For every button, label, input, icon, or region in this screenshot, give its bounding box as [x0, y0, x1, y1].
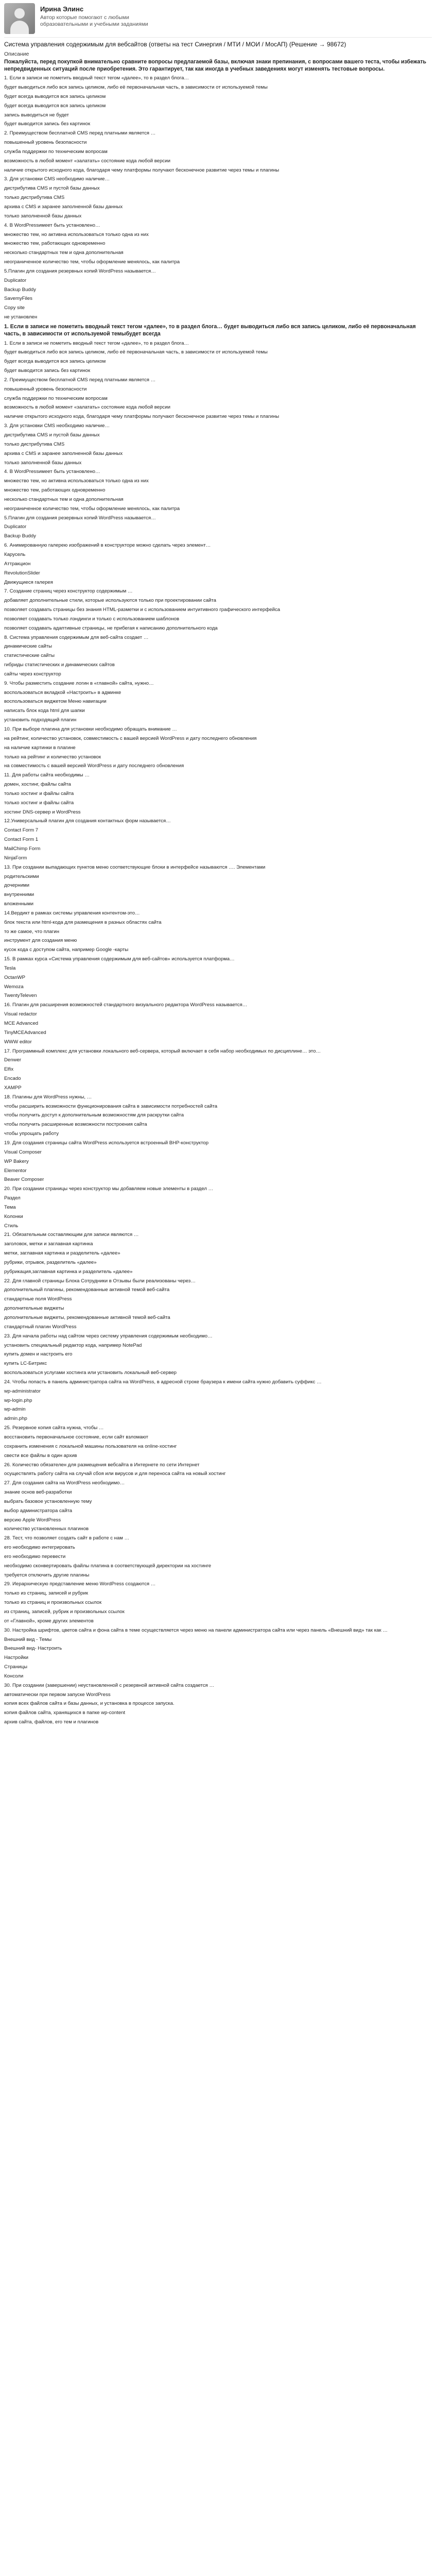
text-line: будет всегда выводится вся запись целиком	[4, 359, 106, 365]
text-line: будет всегда выводится вся запись целиком	[4, 93, 106, 99]
text-line: только из страниц и произвольных ссылок	[4, 1600, 102, 1606]
text-line: будет выводиться либо вся запись целиком, либо её первоначальная часть, в зависимости от используемой темы	[4, 84, 268, 91]
text-line: Стиль	[4, 1223, 19, 1229]
text-line: осуществлять работу сайта на случай сбоя или вирусов и для переноса сайта на новый хостинг	[4, 1471, 226, 1477]
text-line: 4. В WordPressимеет быть установлено…	[4, 222, 100, 228]
text-line: чтобы получить расширенные возможности построения сайта	[4, 1122, 147, 1128]
text-line: 26. Количество обязателен для размещения вебсайта в Интернете по сети Интернет	[4, 1462, 200, 1468]
text-line: воспользоваться услугами хостинга или установить локальный веб-сервер	[4, 1370, 177, 1376]
text-line: рубрики, отрывок, разделитель «далее»	[4, 1259, 97, 1265]
author-header	[4, 3, 432, 38]
text-line: количество установленных плагинов	[4, 1526, 89, 1532]
text-line: Внешний вид - Темы	[4, 1636, 52, 1642]
text-line: рубрикация,заглавная картинка и разделитель «далее»	[4, 1268, 133, 1275]
text-line: возможность в любой момент «залатать» состояние кода любой версии	[4, 158, 170, 164]
text-line: 6. Анимированную галерею изображений в конструкторе можно сделать через элемент…	[4, 543, 211, 549]
text-line: MailChimp Form	[4, 845, 41, 852]
text-line: 28. Тест, что позволяет создать сайт в работе с нам …	[4, 1535, 130, 1541]
text-line: инструмент для создания меню	[4, 938, 77, 944]
text-line: воспользоваться вкладкой «Настроить» в админке	[4, 689, 121, 696]
text-line: Backup Buddy	[4, 533, 36, 539]
text-line: восстановить первоначальное состояние, если сайт взломают	[4, 1434, 148, 1440]
text-line: 27. Для создания сайта на WordPress необходимо…	[4, 1480, 125, 1486]
author-info	[40, 3, 148, 28]
text-line: дистрибутива CMS и пустой базы данных	[4, 432, 100, 438]
text-line: неограниченное количество тем, чтобы оформление менялось, как палитра	[4, 505, 180, 512]
text-line: 3. Для установки CMS необходимо наличие…	[4, 176, 110, 182]
text-line: SavemyFiles	[4, 296, 32, 302]
text-line: Раздел	[4, 1195, 21, 1201]
document-title: Система управления содержимым для вебсайтов (ответы на тест Синергия / МТИ / МОИ / МосАП) (Решение → 98672)	[4, 41, 346, 48]
text-line: Аттракцион	[4, 561, 31, 567]
text-line: домен, хостинг, файлы сайта	[4, 782, 71, 788]
text-line: возможность в любой момент «залатать» состояние кода любой версии	[4, 404, 170, 411]
text-line: 19. Для создания страницы сайта WordPress используется встроенный ВНР-конструктор	[4, 1140, 209, 1146]
text-line: 18. Плагины для WordPress нужны, …	[4, 1094, 92, 1100]
text-line: 1. Если в записи не пометить вводный текст тегом «далее», то в раздел блога…	[4, 340, 189, 346]
text-line: множество тем, но активна использоваться только одна из них	[4, 231, 149, 238]
text-line: знание основ веб-разработки	[4, 1489, 72, 1496]
text-line: статистические сайты	[4, 653, 55, 659]
text-line: повышенный уровень безопасности	[4, 386, 87, 392]
text-line: 23. Для начала работы над сайтом через систему управления содержимым необходимо…	[4, 1333, 213, 1339]
text-line: Duplicator	[4, 277, 27, 283]
text-line: из страниц, записей, рубрик и произвольных ссылок	[4, 1609, 125, 1615]
text-line: 1. Если в записи не пометить вводный текст тегом «далее», то в раздел блога… будет выводиться либо вся запись целиком, либо её первоначальная часть, в зависимости от используемой темыбудет всегда	[4, 323, 416, 337]
text-line: Duplicator	[4, 524, 27, 530]
text-line: несколько стандартных тем и одна дополнительная	[4, 496, 124, 502]
text-line: Tesla	[4, 965, 16, 971]
text-line: 25. Резервное копия сайта нужна, чтобы …	[4, 1425, 104, 1431]
text-line: только хостинг и файлы сайта	[4, 800, 74, 806]
text-line: копия файлов сайта, хранящихся в папке wp-content	[4, 1710, 126, 1716]
text-line: Внешний вид- Настроить	[4, 1646, 62, 1652]
text-line: выбор администратора сайта	[4, 1507, 73, 1514]
text-line: RevolutionSlider	[4, 570, 40, 576]
text-line: только дистрибутива CMS	[4, 441, 65, 447]
text-line: не установлен	[4, 314, 38, 320]
text-line: хостинг DNS-сервер и WordPress	[4, 809, 81, 815]
text-line: будет выводиться либо вся запись целиком, либо её первоначальная часть, в зависимости от используемой темы	[4, 349, 268, 355]
text-line: воспользоваться виджетом Меню навигации	[4, 699, 107, 705]
text-line: Visual Composer	[4, 1149, 42, 1155]
text-line: Backup Buddy	[4, 286, 36, 293]
text-line: его необходимо перевести	[4, 1553, 66, 1560]
text-line: TinyMCEAdvanced	[4, 1029, 46, 1036]
text-line: дополнительные виджеты, рекомендованные активной темой веб-сайта	[4, 1315, 170, 1320]
text-line: дополнительные виджеты	[4, 1306, 64, 1312]
text-line: Пожалуйста, перед покупкой внимательно сравните вопросы предлагаемой базы, включая знаки препинания, с вопросами вашего теста, чтобы избежать непредвиденных ситуаций после приобретения. Это гарантирует, так как иногда в учебных заведениях могут изменять тестовые вопросы.	[4, 58, 427, 72]
text-line: Колонки	[4, 1213, 23, 1219]
text-line: кусок кода с доступом сайта, например Google -карты	[4, 947, 129, 953]
text-line: чтобы упрощать работу	[4, 1131, 59, 1137]
text-line: архива с CMS и заранее заполненной базы данных	[4, 204, 123, 210]
text-line: 14.Вердикт в рамках системы управления контентом-это…	[4, 910, 140, 916]
text-line: 30. Настройка шрифтов, цветов сайта и фона сайта в теме осуществляется через меню на панели администратора сайта или через панель «Внешний вид» так как …	[4, 1627, 388, 1633]
text-line: только из страниц, записей и рубрик	[4, 1590, 89, 1597]
text-line: только заполненной базы данных	[4, 213, 82, 219]
text-line: метки, заглавная картинка и разделитель «далее»	[4, 1250, 120, 1257]
text-line: свести все файлы в один архив	[4, 1452, 77, 1459]
text-line: Настройки	[4, 1655, 29, 1661]
text-line: позволяет создавать только лэндинги и только с использованием шаблонов	[4, 616, 180, 622]
text-line: 4. В WordPressимеет быть установлено…	[4, 469, 100, 475]
text-line: множество тем, работающих одновременно	[4, 487, 106, 494]
text-line: множество тем, но активна использоваться только одна из них	[4, 478, 149, 484]
text-line: Beaver Composer	[4, 1177, 44, 1183]
text-line: запись выводиться не будет	[4, 112, 69, 118]
author-description: Автор которые помогают с любыми образовательными и учебными заданиями	[40, 14, 148, 28]
text-line: Wemoza	[4, 984, 24, 990]
text-line: Elementor	[4, 1167, 27, 1174]
text-line: сохранить изменения с локальной машины пользователя на online-хостинг	[4, 1443, 177, 1449]
text-line: Encado	[4, 1076, 21, 1082]
text-line: WP Bakery	[4, 1158, 29, 1164]
text-line: только хостинг и файлы сайта	[4, 790, 74, 796]
text-line: 21. Обязательным составляющим для записи являются …	[4, 1232, 139, 1238]
text-line: множество тем, работающих одновременно	[4, 241, 106, 247]
text-line: вложенными	[4, 901, 34, 907]
section-label: Описание	[4, 50, 29, 57]
text-line: на совместимость с вашей версией WordPress и дату последнего обновления	[4, 763, 184, 769]
text-line: несколько стандартных тем и одна дополнительная	[4, 250, 124, 256]
text-line: копия всех файлов сайта и базы данных, и установка в процессе запуска.	[4, 1701, 175, 1707]
text-line: 1. Если в записи не пометить вводный текст тегом «далее», то в раздел блога…	[4, 75, 189, 81]
text-line: wp-admin	[4, 1406, 26, 1413]
text-line: 30. При создании (завершении) неустановленной с резервной активной сайта создается …	[4, 1682, 215, 1688]
text-line: 29. Иерархическую представление меню WordPress создаются …	[4, 1581, 156, 1587]
text-line: версию Apple WordPress	[4, 1517, 61, 1523]
text-line: установить специальный редактор кода, например NotePad	[4, 1342, 142, 1348]
text-line: на рейтинг, количество установок, совместимость с вашей версией WordPress и дату последнего обновления	[4, 735, 257, 741]
text-line: Copy site	[4, 305, 25, 311]
text-line: необходимо сконвертировать файлы платина в соответствующей директории на хостинге	[4, 1563, 212, 1569]
text-line: гибриды статистических и динамических сайтов	[4, 662, 115, 668]
text-line: 15. В рамках курса «Система управления содержимым для веб-сайтов» используется платформа…	[4, 956, 235, 962]
text-line: admin.php	[4, 1416, 27, 1422]
text-line: внутренними	[4, 892, 34, 898]
text-line: 9. Чтобы разместить создание логин в «главной» сайта, нужно…	[4, 680, 154, 686]
text-line: только на рейтинг и количество установок	[4, 754, 101, 760]
text-line: Elfix	[4, 1066, 14, 1073]
text-line: OctanWP	[4, 974, 26, 980]
text-line: родительскими	[4, 873, 39, 879]
text-line: от «Главной», кроме других элементов	[4, 1618, 94, 1624]
text-line: 2. Преимуществом бесплатной CMS перед платными является …	[4, 377, 156, 383]
text-line: чтобы расширить возможности функционирования сайта в зависимости потребностей сайта	[4, 1103, 218, 1109]
text-line: дополнительный плагины, рекомендованные активной темой веб-сайта	[4, 1287, 170, 1293]
text-line: NinjaForm	[4, 855, 27, 861]
text-line: Страницы	[4, 1664, 28, 1670]
text-line: 13. При создании выпадающих пунктов меню соответствующие блоки в интерфейсе называются …. Элементами	[4, 864, 266, 870]
author-avatar[interactable]	[4, 3, 35, 34]
text-line: Консоли	[4, 1673, 24, 1679]
text-line: Карусель	[4, 551, 26, 557]
text-line: повышенный уровень безопасности	[4, 140, 87, 146]
text-line: наличие открытого исходного кода, благодаря чему платформы получают бесконечное развитие через темы и плагины	[4, 167, 280, 173]
text-line: wp-login.php	[4, 1397, 32, 1403]
text-line: Visual redactor	[4, 1011, 37, 1018]
text-line: TwentyTeleven	[4, 993, 37, 999]
text-line: будет выводится запись без картинок	[4, 368, 91, 374]
text-line: будет выводится запись без картинок	[4, 121, 91, 127]
text-line: 16. Плагин для расширения возможностей стандартного визуального редактора WordPress называется…	[4, 1002, 248, 1008]
text-line: сайты через конструктор	[4, 671, 61, 677]
text-line: 7. Создание страниц через конструктор содержимым …	[4, 588, 133, 595]
text-line: 11. Для работы сайта необходимы …	[4, 772, 90, 778]
text-line: Contact Form 1	[4, 837, 39, 843]
text-line: позволяет создавать адаптивные страницы, не прибегая к написанию дополнительного кода	[4, 625, 218, 631]
text-line: 10. При выборе плагина для установки необходимо обращать внимание …	[4, 726, 177, 732]
text-line: неограниченное количество тем, чтобы оформление менялось, как палитра	[4, 259, 180, 265]
text-line: блок текста или html-кода для размещения в разных областях сайта	[4, 919, 162, 925]
text-line: автоматически при первом запуске WordPress	[4, 1691, 111, 1698]
text-line: WWW editor	[4, 1039, 32, 1045]
document-content	[4, 58, 432, 1727]
text-line: только дистрибутива CMS	[4, 195, 65, 201]
text-line: Движущиеся галерея	[4, 579, 53, 585]
author-name[interactable]: Ирина Элинс	[40, 5, 84, 13]
text-line: Тема	[4, 1204, 16, 1210]
text-line: wp-administrator	[4, 1388, 41, 1394]
text-line: 8. Система управления содержимым для веб-сайта создает …	[4, 634, 149, 640]
text-line: стандартный плагин WordPress	[4, 1324, 77, 1330]
text-line: позволяет создавать страницы без знания HTML-разметки и с использованием интуитивного графического интерфейса	[4, 607, 281, 613]
text-line: динамические сайты	[4, 643, 53, 650]
text-line: наличие открытого исходного кода, благодаря чему платформы получают бесконечное развитие через темы и плагины	[4, 414, 280, 420]
text-line: архив сайта, файлов, его тем и плагинов	[4, 1719, 99, 1725]
text-line: будет всегда выводится вся запись целиком	[4, 103, 106, 109]
text-line: дочерними	[4, 883, 30, 889]
text-line: добавляет дополнительные стили, которые используются только при проектировании сайта	[4, 598, 217, 604]
text-line: купить домен и настроить его	[4, 1351, 73, 1358]
text-line: чтобы получить доступ к дополнительным возможностям для раскрутки сайта	[4, 1112, 184, 1118]
text-line: служба поддержки по техническим вопросам	[4, 395, 108, 401]
text-line: 20. При создании страницы через конструктор мы добавляем новые элементы в раздел …	[4, 1186, 214, 1192]
text-line: 12.Универсальный плагин для создания контактных форм называется…	[4, 818, 171, 824]
text-line: то же самое, что плагин	[4, 928, 60, 935]
text-line: служба поддержки по техническим вопросам	[4, 148, 108, 155]
text-line: 24. Чтобы попасть в панель администратора сайта на WordPress, в адресной строке браузера к имени сайта нужно добавить суффикс …	[4, 1379, 322, 1385]
text-line: купить LC-Битрикс	[4, 1361, 47, 1367]
text-line: 2. Преимуществом бесплатной CMS перед платными является …	[4, 130, 156, 137]
text-line: 22. Для главной страницы Блока Сотрудники в Отзывы были реализованы через…	[4, 1278, 196, 1284]
text-line: 5.Плагин для создания резервных копий WordPress называется…	[4, 515, 156, 521]
text-line: стандартные поля WordPress	[4, 1296, 72, 1302]
text-line: дистрибутива CMS и пустой базы данных	[4, 185, 100, 192]
text-line: 3. Для установки CMS необходимо наличие…	[4, 423, 110, 429]
text-line: только заполненной базы данных	[4, 460, 82, 466]
text-line: его необходимо интегрировать	[4, 1545, 75, 1551]
text-line: выбрать базовое установленную тему	[4, 1498, 92, 1504]
text-line: Denwer	[4, 1057, 22, 1063]
text-line: MCE Advanced	[4, 1021, 39, 1026]
text-line: требуется отключить другие плагины	[4, 1572, 90, 1578]
text-line: 17. Программный комплекс для установки локального веб-сервера, который включает в себя набор необходимых по дисциплине… это…	[4, 1048, 321, 1054]
text-line: на наличие картинки в плагине	[4, 744, 76, 751]
text-line: 5.Плагин для создания резервных копий WordPress называется…	[4, 268, 156, 274]
text-line: Contact Form 7	[4, 827, 39, 834]
text-line: архива с CMS и заранее заполненной базы данных	[4, 450, 123, 456]
text-line: написать блок кода html для шапки	[4, 708, 85, 714]
text-line: установить подходящий плагин	[4, 717, 77, 723]
text-line: XAMPP	[4, 1084, 22, 1091]
text-line: заголовок, метки и заглавная картинка	[4, 1241, 93, 1247]
